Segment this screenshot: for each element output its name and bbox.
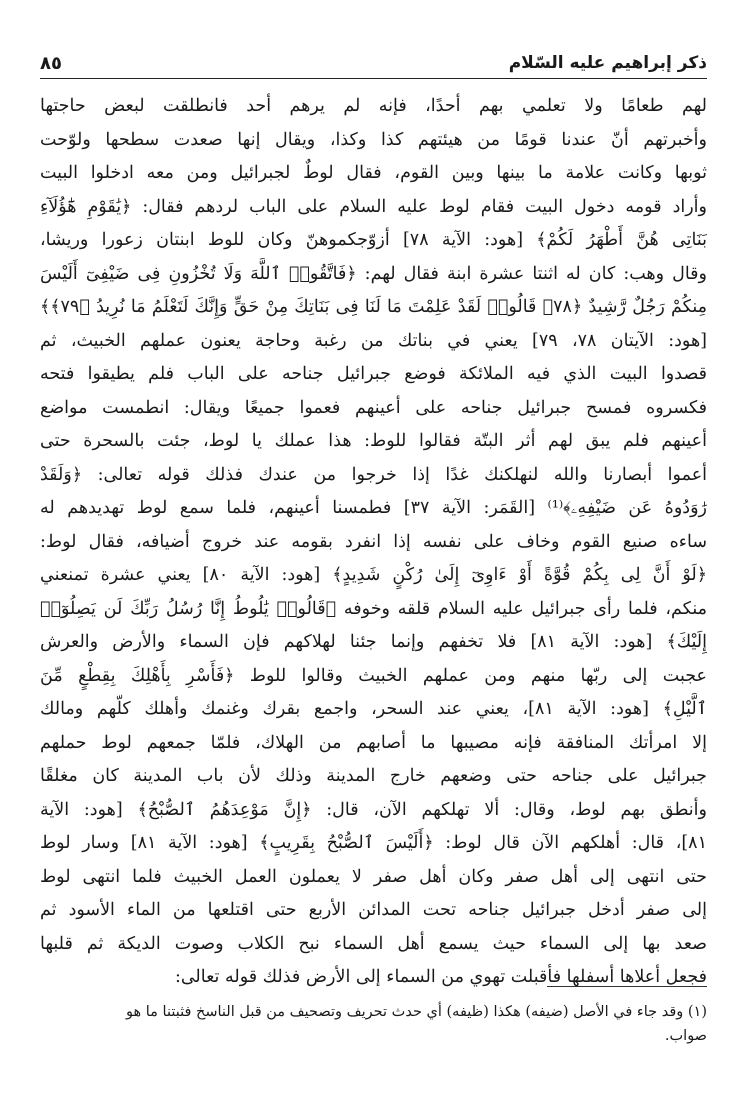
body-text bbox=[40, 90, 707, 995]
text-line: حتى انتهى إلى أهل صفر وكان أهل صفر لا يعملون العمل الخبيث فلما انتهى لوط bbox=[40, 866, 707, 887]
page-header bbox=[40, 48, 707, 79]
text-line: فجعل أعلاها أسفلها فأقبلت تهوي من السماء إلى الأرض فذلك قوله تعالى: bbox=[174, 967, 707, 987]
footnote-line: صواب. bbox=[664, 1028, 707, 1044]
text-line: ٨١]، قال: أهلكهم الآن قال لوط: ﴿أَلَيْسَ ٱلصُّبْحُ بِقَرِيبٍ﴾ [هود: الآية ٨١] وسار لوط bbox=[40, 833, 707, 853]
text-line: ﴿لَوْ أَنَّ لِى بِكُمْ قُوَّةً أَوْ ءَاوِىٓ إِلَىٰ رُكْنٍ شَدِيدٍ﴾ [هود: الآية ٨٠] يعني عشرة تمنعني bbox=[40, 565, 707, 585]
text-line: [هود: الآيتان ٧٨، ٧٩] يعني في بناتك من رغبة وحاجة يعنون عملهم الخبيث، ثم bbox=[40, 330, 707, 351]
text-line: مِنكُمْ رَجُلٌ رَّشِيدٌ ﴿٧٨﴾ قَالُوا۟ لَقَدْ عَلِمْتَ مَا لَنَا فِى بَنَاتِكَ مِنْ حَقٍّ وَإِنَّكَ لَتَعْلَمُ مَا نُرِيدُ ﴿٧٩﴾﴾ bbox=[40, 297, 707, 317]
text-line: وقال وهب: كان له اثنتا عشرة ابنة فقال لهم: ﴿فَاتَّقُوا۟ ٱللَّهَ وَلَا تُخْزُونِ فِى ضَيْفِىٓ أَلَيْسَ bbox=[40, 263, 707, 284]
text-line: لهم طعامًا ولا تعلمي بهم أحدًا، فإنه لم يرهم أحد فانطلقت لبعض حاجتها bbox=[40, 96, 707, 116]
text-line: وأخبرتهم أنّ عندنا قومًا من هيئتهم كذا وكذا، ويقال إنها صعدت سطحها ولوّحت bbox=[40, 129, 707, 150]
text-line: ٱلَّيْلِ﴾ [هود: الآية ٨١]، يعني عند السحر، واجمع بقرك وغنمك وأهلك كلّهم ومالك bbox=[40, 699, 707, 719]
text-line: وأراد قومه دخول البيت فقام لوط عليه السلام على الباب لردهم فقال: ﴿يَٰقَوْمِ هَٰٓؤُلَآءِ bbox=[40, 196, 707, 217]
footnotes bbox=[40, 1000, 707, 1048]
text-line: إلى صفر أدخل جبرائيل جناحه تحت المدائن الأربع حتى اقتلعها من الماء الأسود ثم bbox=[40, 900, 707, 920]
text-line: أعينهم فلم يبق لهم أثر البتّة فقالوا للوط: هذا عملك يا لوط، جئت بالسحرة حتى bbox=[40, 431, 707, 451]
text-line: جبرائيل على جناحه حتى وضعهم خارج المدينة وذلك لأن باب المدينة كان مغلقًا bbox=[40, 766, 707, 786]
text-line: عجبت إلى ربّها منهم ومن عملهم الخبيث وقالوا للوط ﴿فَأَسْرِ بِأَهْلِكَ بِقِطْعٍ مِّنَ bbox=[40, 665, 707, 686]
text-line: أعموا أبصارنا والله لنهلكنك غدًا إذا خرجوا من عندك فذلك قوله تعالى: ﴿وَلَقَدْ bbox=[40, 464, 707, 485]
text-line: فكسروه فمسح جبرائيل جناحه على أعينهم فعموا جميعًا ويقال: انطمست مواضع bbox=[40, 397, 707, 418]
footnote-divider bbox=[547, 986, 707, 987]
text-line: بَنَاتِى هُنَّ أَطْهَرُ لَكُمْ﴾ [هود: الآية ٧٨] أزوّجكموهنّ وكان للوط ابنتان زعورا وريشا، bbox=[40, 230, 707, 250]
page-number: ٨٥ bbox=[40, 52, 62, 74]
text-line: رَٰوَدُوهُ عَن ضَيْفِهِۦ﴾⁽¹⁾ [القَمَر: الآية ٣٧] فطمسنا أعينهم، فلما سمع لوط تهديدهم له bbox=[40, 498, 707, 518]
text-line: ساءه صنيع القوم وخاف على نفسه إذا انفرد بقومه عند خروج أضيافه، فقال لوط: bbox=[40, 531, 707, 552]
footnote-line: (١) وقد جاء في الأصل (ضيفه) هكذا (ظيفه) أي حدث تحريف وتصحيف من قبل الناسخ فثبتنا ما هو bbox=[126, 1004, 707, 1020]
text-line: منكم، فلما رأى جبرائيل عليه السلام قلقه وخوفه ﴿قَالُوا۟ يَٰلُوطُ إِنَّا رُسُلُ رَبِّكَ لَن يَصِلُوٓا۟ bbox=[40, 598, 707, 619]
text-line: إلا امرأتك المنافقة فإنه مصيبها ما أصابهم من الهلاك، فلمّا جمعهم لوط حملهم bbox=[40, 732, 707, 753]
text-line: وأنطق بهم لوط، وقال: ألا تهلكهم الآن، قال: ﴿إِنَّ مَوْعِدَهُمُ ٱلصُّبْحُ﴾ [هود: الآية bbox=[40, 799, 707, 820]
text-line: صعد بها إلى السماء حيث يسمع أهل السماء نبح الكلاب وصوت الديكة ثم قلبها bbox=[40, 933, 707, 954]
text-line: قصدوا البيت الذي فيه الملائكة فوضع جبرائيل جناحه على الباب فلم يطيقوا فتحه bbox=[40, 364, 707, 384]
running-title: ذكر إبراهيم عليه السّلام bbox=[508, 53, 707, 73]
text-line: إِلَيْكَ﴾ [هود: الآية ٨١] فلا تخفهم وإنما جئنا لهلاكهم فإن السماء والأرض والعرش bbox=[40, 632, 707, 652]
text-line: ثوبها وكانت علامة ما بينها وبين القوم، فقال لوطٌ لجبرائيل ومن معه ادخلوا البيت bbox=[40, 163, 707, 183]
